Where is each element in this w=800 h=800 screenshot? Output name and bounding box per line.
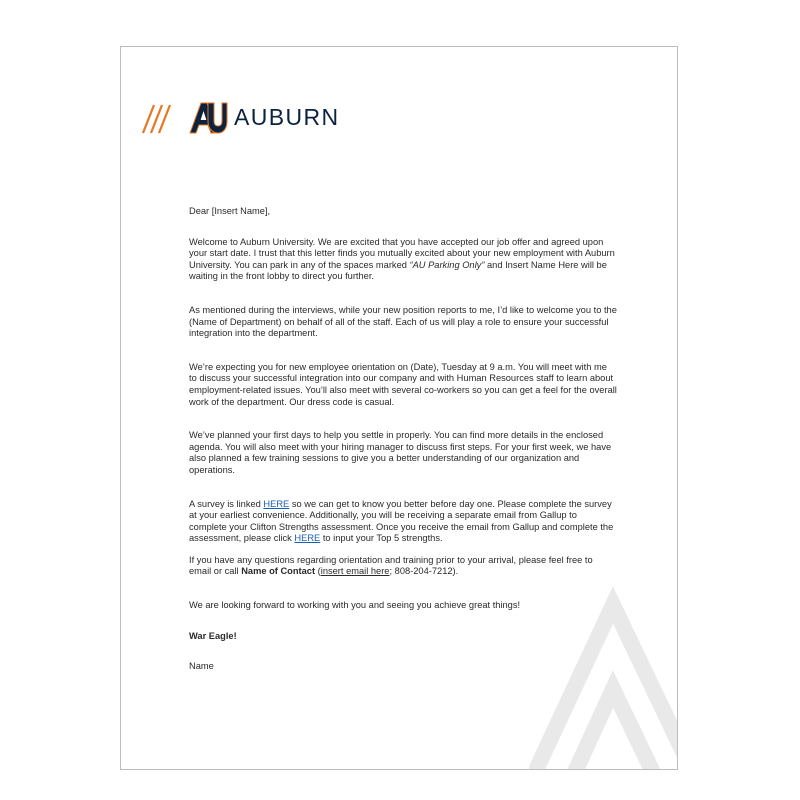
survey-link[interactable]: HERE (263, 498, 290, 509)
paragraph-first-days: We’ve planned your first days to help you settle in properly. You can find more details in the enclosed agenda. You will also meet with your hiring manager to discuss first steps. For your first week, we have also planned a few training sessions to give you a better understanding of our organization and operations. (189, 430, 612, 475)
signoff: War Eagle! (189, 630, 237, 641)
orange-slashes-icon (141, 103, 175, 135)
paragraph-department: As mentioned during the interviews, while your new position reports to me, I’d like to welcome you to the (Name of Department) on behalf of all of the staff. Each of us will play a role to ensure your successful integration into the department. (189, 304, 617, 339)
signature-name: Name (189, 661, 214, 672)
auburn-wordmark: AUBURN (234, 104, 340, 130)
strengths-link[interactable]: HERE (294, 533, 321, 544)
paragraph-welcome: Welcome to Auburn University. We are excited that you have accepted our job offer and agreed upon your start date. I trust that this letter finds you mutually excited about your new employment with Auburn University. You can park in any of the spaces marked “AU Parking Only” and Insert Name Here will be waiting in the front lobby to direct you further. (189, 236, 615, 282)
parking-note: “AU Parking Only” (409, 259, 485, 270)
letter-page (120, 46, 678, 770)
salutation: Dear [Insert Name], (189, 206, 271, 216)
paragraph-orientation: We’re expecting you for new employee orientation on (Date), Tuesday at 9 a.m. You will meet with me to discuss your successful integration into our company and with Human Resources staff to learn about employment-related issues. You’ll also meet with several co-workers so you can get a feel for the overall work of the department. Our dress code is casual. (189, 361, 617, 407)
contact-email[interactable]: insert email here (320, 566, 390, 577)
contact-name: Name of Contact (241, 566, 316, 577)
closing-line: We are looking forward to working with you and seeing you achieve great things! (189, 600, 521, 611)
letter-body (189, 206, 617, 673)
paragraph-survey: A survey is linked HERE so we can get to know you better before day one. Please complete the survey at your earliest convenience. Additionally, you will be receiving a separate email from Gallup to complete your Clifton Strengths assessment. Once you receive the email from Gallup and complete the assessment, please click HERE to input your Top 5 strengths. (189, 498, 614, 544)
auburn-au-logo-icon (188, 99, 228, 135)
paragraph-contact: If you have any questions regarding orientation and training prior to your arrival, please feel free to email or call Name of Contact (insert email here; 808-204-7212). (189, 554, 593, 577)
